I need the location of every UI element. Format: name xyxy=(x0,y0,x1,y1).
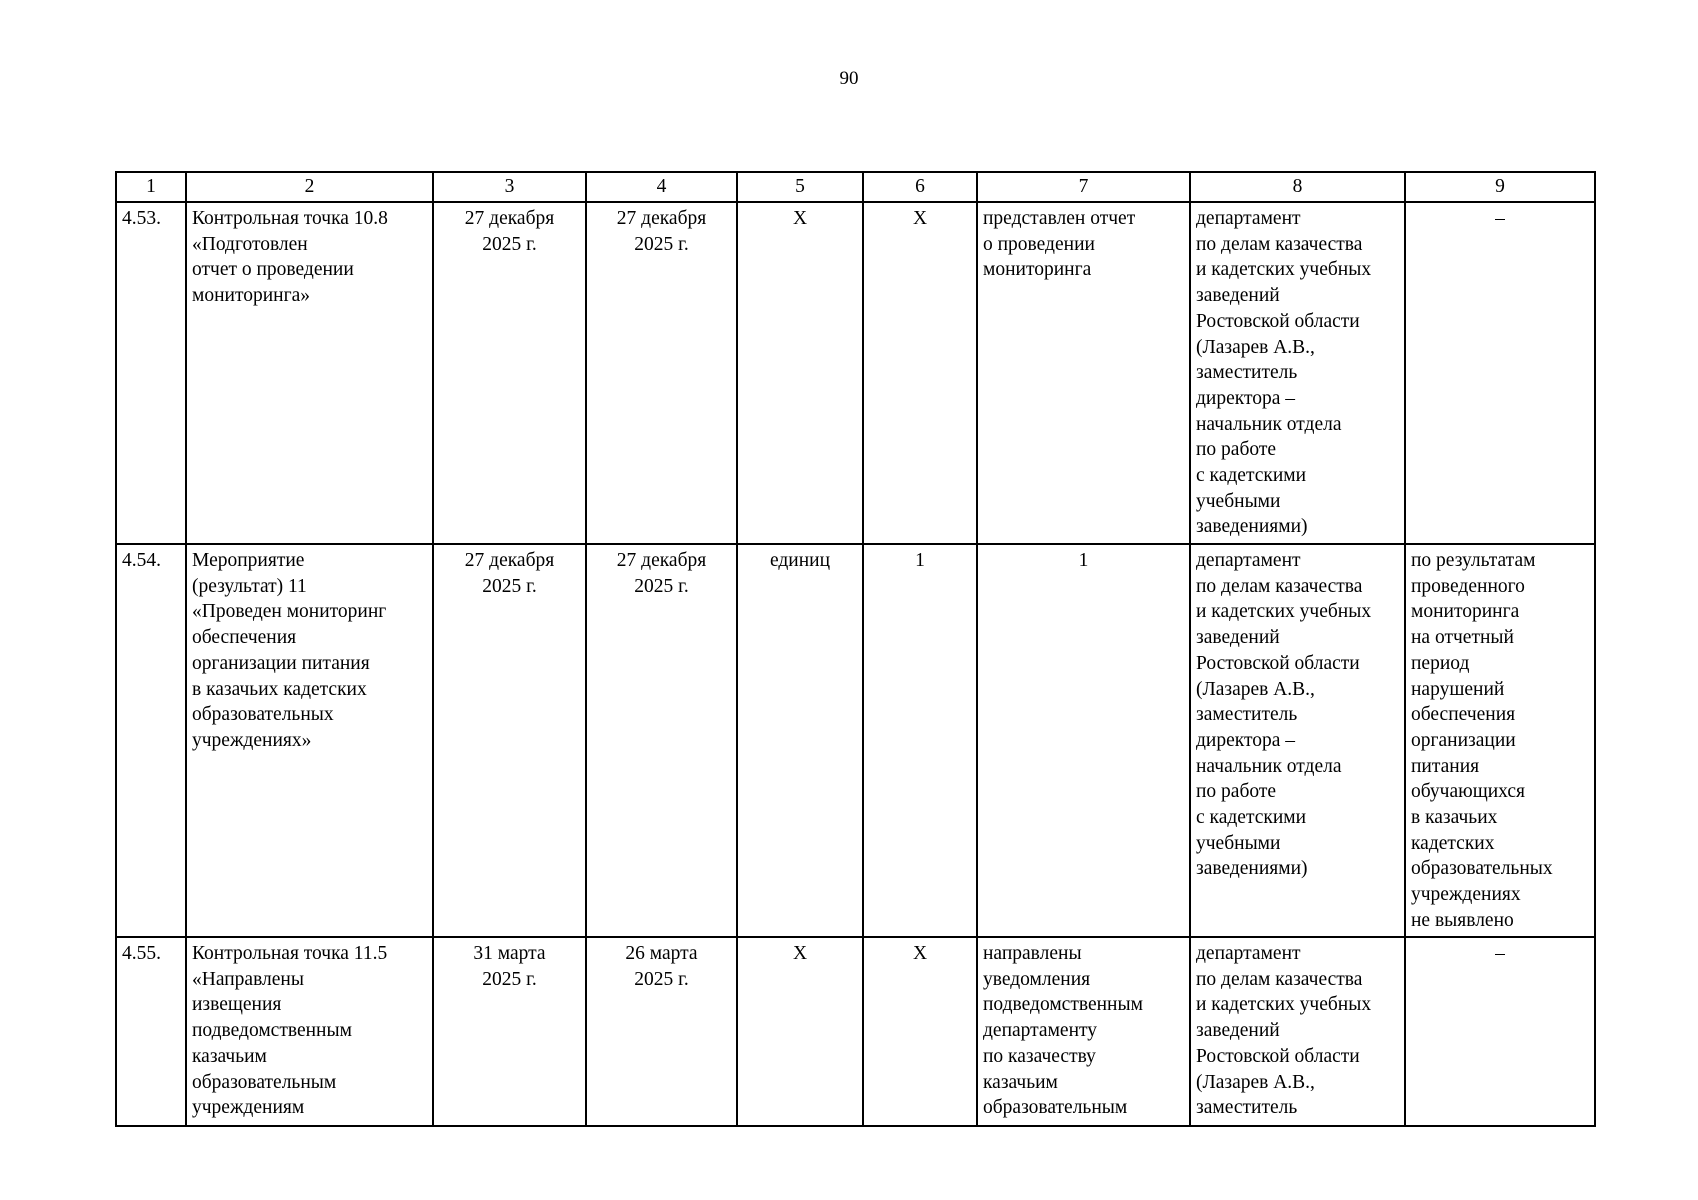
cell-text-line: департамент xyxy=(1196,550,1301,571)
table-row xyxy=(116,202,1595,544)
header-cell: 6 xyxy=(863,172,977,202)
cell-text-line: 27 декабря xyxy=(464,208,555,229)
header-cell: 3 xyxy=(433,172,586,202)
cell-text-line: мониторинга xyxy=(1411,601,1520,623)
plan-date-cell xyxy=(433,544,586,937)
cell-text-line: нарушений xyxy=(1411,678,1505,700)
cell-text-line: «Направлены xyxy=(192,968,304,990)
cell-text-line: обеспечения xyxy=(1411,704,1516,726)
plan-date-cell xyxy=(433,202,586,544)
cell-text-line: заместитель xyxy=(1196,704,1298,726)
unit-cell: Х xyxy=(737,937,863,1126)
cell-text-line: 31 марта xyxy=(473,943,546,964)
cell-text-line: подведомственным xyxy=(983,994,1143,1016)
table-row xyxy=(116,544,1595,937)
cell-text-line: направлены xyxy=(983,943,1082,964)
cell-text-line: «Проведен мониторинг xyxy=(192,601,387,623)
cell-text-line: учебными xyxy=(1196,490,1281,512)
unit-cell: Х xyxy=(737,202,863,544)
cell-text-line: по казачеству xyxy=(983,1045,1096,1067)
cell-text-line: 2025 г. xyxy=(634,968,689,990)
cell-text-line: департамент xyxy=(1196,208,1301,229)
cell-text-line: Мероприятие xyxy=(192,550,305,571)
fact-date-cell xyxy=(586,544,737,937)
cell-text-line: Ростовской области xyxy=(1196,652,1360,674)
header-cell: 1 xyxy=(116,172,186,202)
result-cell xyxy=(977,544,1190,937)
cell-text-line: мониторинга xyxy=(983,259,1092,281)
cell-text-line: 27 декабря xyxy=(464,550,555,571)
row-number-cell: 4.53. xyxy=(116,202,186,544)
cell-text-line: извещения xyxy=(192,994,282,1016)
cell-text-line: Контрольная точка 10.8 xyxy=(192,208,388,229)
cell-text-line: учреждениях xyxy=(1411,884,1521,906)
header-cell: 7 xyxy=(977,172,1190,202)
cell-text-line: (Лазарев А.В., xyxy=(1196,336,1315,358)
cell-text-line: на отчетный xyxy=(1411,627,1514,649)
cell-text-line: по делам казачества xyxy=(1196,968,1363,990)
cell-text-line: по работе xyxy=(1196,781,1277,803)
cell-text-line: учреждениям xyxy=(192,1097,305,1119)
cell-text-line: 2025 г. xyxy=(482,968,537,990)
cell-text-line: проведенного xyxy=(1411,575,1525,597)
cell-text-line: заместитель xyxy=(1196,362,1298,384)
cell-text-line: заведений xyxy=(1196,627,1280,649)
header-cell: 8 xyxy=(1190,172,1405,202)
header-cell: 5 xyxy=(737,172,863,202)
cell-text-line: и кадетских учебных xyxy=(1196,601,1372,623)
cell-text-line: Контрольная точка 11.5 xyxy=(192,943,388,964)
value-cell: Х xyxy=(863,937,977,1126)
cell-text-line: заведений xyxy=(1196,285,1280,307)
cell-text-line: – xyxy=(1495,208,1505,229)
plan-date-cell xyxy=(433,937,586,1126)
cell-text-line: 2025 г. xyxy=(634,575,689,597)
cell-text-line: «Подготовлен xyxy=(192,233,308,255)
cell-text-line: – xyxy=(1495,943,1505,964)
cell-text-line: представлен отчет xyxy=(983,208,1136,229)
cell-text-line: Ростовской области xyxy=(1196,310,1360,332)
responsible-cell xyxy=(1190,544,1405,937)
page-number: 90 xyxy=(839,68,859,89)
header-row xyxy=(116,172,1595,202)
cell-text-line: начальник отдела xyxy=(1196,413,1342,435)
report-table xyxy=(115,171,1596,1127)
cell-text-line: заведений xyxy=(1196,1020,1280,1042)
header-cell: 2 xyxy=(186,172,433,202)
cell-text-line: (Лазарев А.В., xyxy=(1196,1071,1315,1093)
cell-text-line: заместитель xyxy=(1196,1097,1298,1119)
cell-text-line: по работе xyxy=(1196,439,1277,461)
cell-text-line: в казачьих xyxy=(1411,807,1498,829)
header-cell: 9 xyxy=(1405,172,1595,202)
cell-text-line: (Лазарев А.В., xyxy=(1196,678,1315,700)
cell-text-line: учебными xyxy=(1196,832,1281,854)
cell-text-line: департамент xyxy=(1196,943,1301,964)
note-cell xyxy=(1405,937,1595,1126)
note-cell xyxy=(1405,202,1595,544)
cell-text-line: кадетских xyxy=(1411,832,1495,854)
item-name-cell xyxy=(186,544,433,937)
cell-text-line: и кадетских учебных xyxy=(1196,259,1372,281)
value-cell: Х xyxy=(863,202,977,544)
cell-text-line: казачьим xyxy=(192,1045,267,1067)
value-cell: 1 xyxy=(863,544,977,937)
unit-cell: единиц xyxy=(737,544,863,937)
cell-text-line: 2025 г. xyxy=(634,233,689,255)
responsible-cell xyxy=(1190,202,1405,544)
cell-text-line: обучающихся xyxy=(1411,781,1525,803)
cell-text-line: образовательных xyxy=(1411,858,1553,880)
cell-text-line: заведениями) xyxy=(1196,858,1308,880)
cell-text-line: питания xyxy=(1411,755,1480,777)
result-cell xyxy=(977,937,1190,1126)
cell-text-line: учреждениях» xyxy=(192,729,312,751)
cell-text-line: мониторинга» xyxy=(192,285,310,307)
cell-text-line: с кадетскими xyxy=(1196,807,1307,829)
cell-text-line: 2025 г. xyxy=(482,575,537,597)
responsible-cell xyxy=(1190,937,1405,1126)
cell-text-line: 2025 г. xyxy=(482,233,537,255)
item-name-cell xyxy=(186,937,433,1126)
cell-text-line: с кадетскими xyxy=(1196,465,1307,487)
row-number-cell: 4.54. xyxy=(116,544,186,937)
fact-date-cell xyxy=(586,937,737,1126)
cell-text-line: не выявлено xyxy=(1411,909,1514,931)
cell-text-line: подведомственным xyxy=(192,1020,352,1042)
cell-text-line: Ростовской области xyxy=(1196,1045,1360,1067)
note-cell xyxy=(1405,544,1595,937)
table-row xyxy=(116,937,1595,1126)
cell-text-line: по делам казачества xyxy=(1196,233,1363,255)
fact-date-cell xyxy=(586,202,737,544)
cell-text-line: обеспечения xyxy=(192,627,297,649)
cell-text-line: организации xyxy=(1411,729,1516,751)
row-number-cell: 4.55. xyxy=(116,937,186,1126)
header-cell: 4 xyxy=(586,172,737,202)
cell-text-line: образовательным xyxy=(983,1097,1128,1119)
cell-text-line: департаменту xyxy=(983,1020,1098,1042)
cell-text-line: по результатам xyxy=(1411,550,1536,571)
cell-text-line: организации питания xyxy=(192,652,370,674)
cell-text-line: отчет о проведении xyxy=(192,259,354,281)
cell-text-line: образовательным xyxy=(192,1071,337,1093)
cell-text-line: в казачьих кадетских xyxy=(192,678,367,700)
cell-text-line: директора – xyxy=(1196,387,1296,409)
cell-text-line: 27 декабря xyxy=(616,208,707,229)
cell-text-line: 27 декабря xyxy=(616,550,707,571)
cell-text-line: 26 марта xyxy=(625,943,698,964)
cell-text-line: уведомления xyxy=(983,968,1091,990)
cell-text-line: о проведении xyxy=(983,233,1095,255)
item-name-cell xyxy=(186,202,433,544)
cell-text-line: директора – xyxy=(1196,729,1296,751)
cell-text-line: по делам казачества xyxy=(1196,575,1363,597)
result-cell xyxy=(977,202,1190,544)
cell-text-line: начальник отдела xyxy=(1196,755,1342,777)
cell-text-line: казачьим xyxy=(983,1071,1058,1093)
cell-text-line: заведениями) xyxy=(1196,516,1308,538)
cell-text-line: период xyxy=(1411,652,1470,674)
cell-text-line: (результат) 11 xyxy=(192,575,307,597)
cell-text-line: образовательных xyxy=(192,704,334,726)
cell-text-line: 1 xyxy=(1078,550,1089,571)
cell-text-line: и кадетских учебных xyxy=(1196,994,1372,1016)
